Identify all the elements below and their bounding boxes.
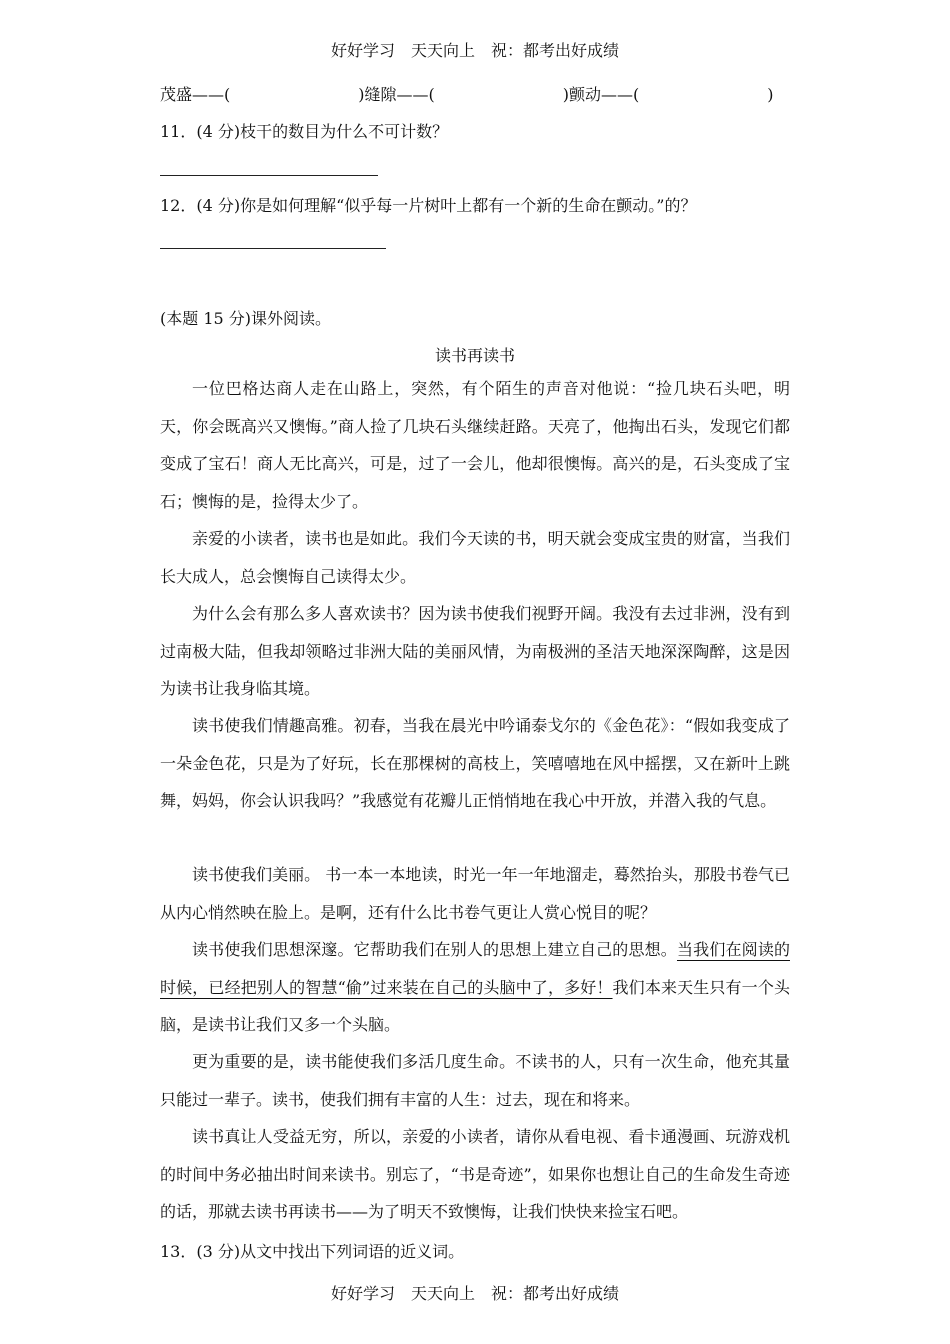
question-13: 13．(3 分)从文中找出下列词语的近义词。 (160, 1242, 465, 1261)
section-intro: (本题 15 分)课外阅读。 (160, 309, 332, 328)
article-paragraph-6 (160, 931, 790, 1044)
paragraph-6-tail: 我们本来天生只有一个头脑，是读书让我们又多一个头脑。 (160, 977, 790, 1034)
underlined-sentence: 当我们在阅读的时候，已经把别人的智慧“偷”过来装在自己的头脑中了，多好！ (160, 940, 790, 997)
article-title: 读书再读书 (434, 346, 515, 365)
article-paragraph-4: 读书使我们情趣高雅。初春，当我在晨光中吟诵泰戈尔的《金色花》：“假如我变成了一朵金色花，只是为了好玩，长在那棵树的高枝上，笑嘻嘻地在风中摇摆，又在新叶上跳舞，妈妈，你会认识我吗？”我感觉有花瓣儿正悄悄地在我心中开放，并潜入我的气息。 (160, 716, 790, 810)
article-paragraph-2: 亲爱的小读者，读书也是如此。我们今天读的书，明天就会变成宝贵的财富，当我们长大成人，总会懊悔自己读得太少。 (160, 529, 790, 586)
article-paragraph-3: 为什么会有那么多人喜欢读书？因为读书使我们视野开阔。我没有去过非洲，没有到过南极大陆，但我却领略过非洲大陆的美丽风情，为南极洲的圣洁天地深深陶醉，这是因为读书让我身临其境。 (160, 604, 790, 698)
article-paragraph-8: 读书真让人受益无穷，所以，亲爱的小读者，请你从看电视、看卡通漫画、玩游戏机的时间中务必抽出时间来读书。别忘了，“书是奇迹”，如果你也想让自己的生命发生奇迹的话，那就去读书再读书——为了明天不致懊悔，让我们快快来捡宝石吧。 (160, 1127, 790, 1221)
article-paragraph-1: 一位巴格达商人走在山路上，突然，有个陌生的声音对他说：“捡几块石头吧，明天，你会既高兴又懊悔。”商人捡了几块石头继续赶路。天亮了，他掏出石头，发现它们都变成了宝石！商人无比高兴，可是，过了一会儿，他却很懊悔。高兴的是，石头变成了宝石；懊悔的是，捡得太少了。 (160, 379, 790, 511)
synonym-blanks-line: 茂盛——( )缝隙——( )颤动——( ) (160, 85, 774, 104)
answer-line-11[interactable] (160, 175, 378, 176)
answer-line-12[interactable] (160, 248, 386, 249)
paragraph-6-lead: 读书使我们思想深邃。它帮助我们在别人的思想上建立自己的思想。 (192, 940, 677, 959)
question-11: 11．(4 分)枝干的数目为什么不可计数？ (160, 122, 449, 141)
question-12: 12．(4 分)你是如何理解“似乎每一片树叶上都有一个新的生命在颤动。”的？ (160, 196, 697, 215)
article-paragraph-5: 读书使我们美丽。 书一本一本地读，时光一年一年地溜走，蓦然抬头，那股书卷气已从内心悄然映在脸上。是啊，还有什么比书卷气更让人赏心悦目的呢？ (160, 865, 790, 922)
article-paragraph-7: 更为重要的是，读书能使我们多活几度生命。不读书的人，只有一次生命，他充其量只能过一辈子。读书，使我们拥有丰富的人生：过去，现在和将来。 (160, 1052, 790, 1109)
page-header: 好好学习 天天向上 祝：都考出好成绩 (330, 41, 619, 60)
page-footer: 好好学习 天天向上 祝：都考出好成绩 (330, 1284, 619, 1303)
